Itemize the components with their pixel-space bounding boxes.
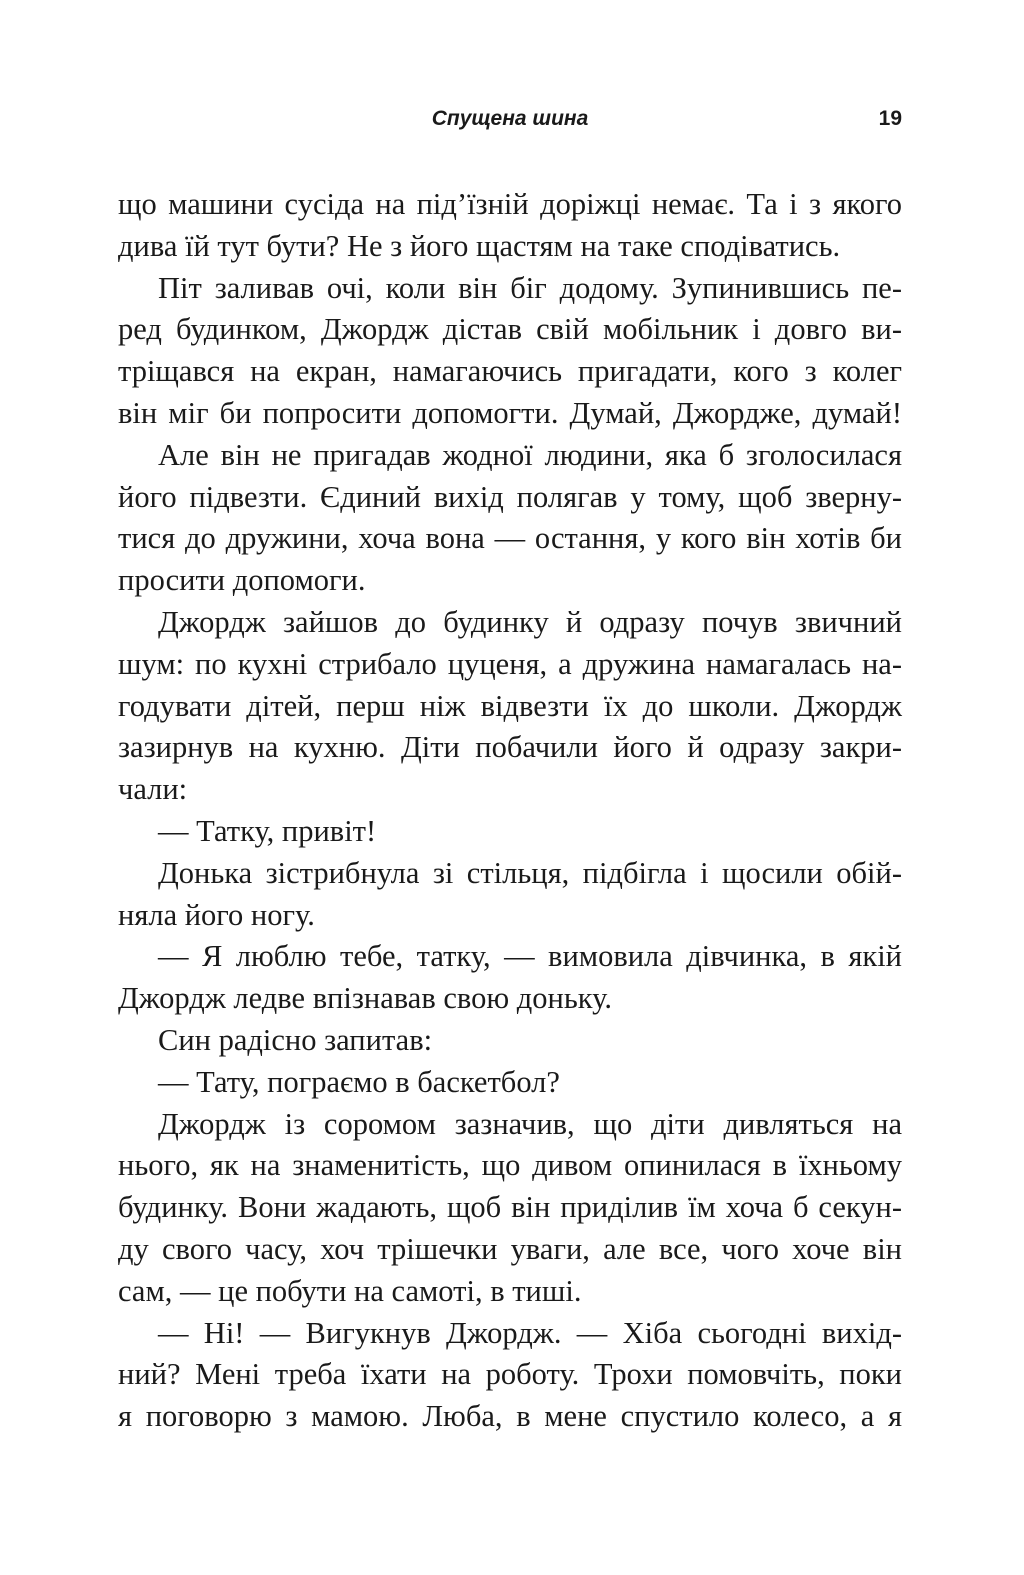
text-line: няла його ногу. [118, 897, 315, 932]
text-line: Джордж зайшов до будинку й одразу почув звичний [158, 604, 902, 639]
text-line: зазирнув на кухню. Діти побачили його й одразу закри- [118, 730, 902, 765]
text-line: будинку. Вони жадають, щоб він приділив їм хоча б секун- [118, 1190, 902, 1225]
text-line: він міг би попросити допомогти. Думай, Джордже, думай! [118, 395, 902, 430]
text-line: шум: по кухні стрибало цуценя, а дружина намагалась на- [118, 646, 902, 681]
text-line: чали: [118, 772, 188, 807]
text-line: Донька зістрибнула зі стільця, підбігла і щосили обій- [158, 855, 902, 890]
text-line: — Тату, пограємо в баскетбол? [158, 1064, 560, 1099]
text-line: тися до дружини, хоча вона — остання, у кого він хотів би [118, 521, 902, 556]
text-line: Але він не пригадав жодної людини, яка б зголосилася [158, 437, 902, 472]
text-line: просити допомоги. [118, 563, 366, 598]
text-line: ду свого часу, хоч трішечки уваги, але все, чого хоче він [118, 1231, 902, 1266]
text-line: сам, — це побути на самоті, в тиші. [118, 1273, 582, 1308]
text-line: я поговорю з мамою. Люба, в мене спустило колесо, а я [118, 1399, 902, 1434]
text-line: Син радісно запитав: [158, 1022, 433, 1057]
page-number: 19 [878, 107, 902, 130]
text-line: його підвезти. Єдиний вихід полягав у тому, щоб зверну- [118, 479, 902, 514]
text-line: Піт заливав очі, коли він біг додому. Зупинившись пе- [158, 270, 902, 305]
text-line: дива їй тут бути? Не з його щастям на таке сподіватись. [118, 228, 841, 263]
text-line: тріщався на екран, намагаючись пригадати, кого з колег [118, 354, 902, 389]
text-line: ний? Мені треба їхати на роботу. Трохи помовчіть, поки [118, 1357, 902, 1392]
text-line: Джордж із соромом зазначив, що діти дивляться на [158, 1106, 902, 1141]
text-line: — Татку, привіт! [158, 813, 377, 848]
text-line: нього, як на знаменитість, що дивом опинилася в їхньому [118, 1148, 902, 1183]
text-line: ред будинком, Джордж дістав свій мобільник і довго ви- [118, 312, 902, 347]
text-line: що машини сусіда на під’їзній доріжці немає. Та і з якого [118, 187, 902, 221]
running-head [118, 104, 902, 134]
text-line: Джордж ледве впізнавав свою доньку. [118, 981, 612, 1016]
text-line: годувати дітей, перш ніж відвезти їх до школи. Джордж [118, 688, 902, 723]
chapter-title: Спущена шина [431, 107, 589, 130]
body-text [118, 184, 902, 1438]
text-line: — Я люблю тебе, татку, — вимовила дівчинка, в якій [158, 939, 902, 974]
text-line: — Ні! — Вигукнув Джордж. — Хіба сьогодні вихід- [158, 1315, 902, 1350]
